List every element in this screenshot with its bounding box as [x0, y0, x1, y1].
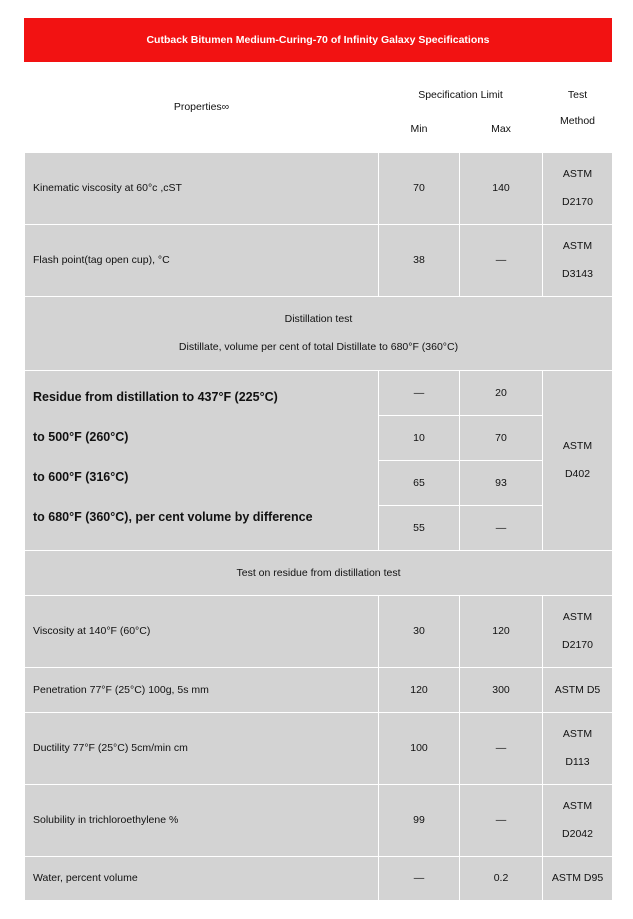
property-cell: Penetration 77°F (25°C) 100g, 5s mm [25, 667, 379, 712]
distillation-heading-cell [25, 296, 613, 370]
min-cell: 120 [379, 667, 460, 712]
table-title: Cutback Bitumen Medium-Curing-70 of Infinity Galaxy Specifications [24, 18, 612, 62]
method-line-2: D2170 [562, 196, 593, 208]
header-max: Max [460, 107, 543, 152]
method-line-1: ASTM [562, 168, 593, 180]
property-cell: Flash point(tag open cup), °C [25, 224, 379, 296]
table-row [25, 712, 613, 784]
property-cell: Solubility in trichloroethylene % [25, 784, 379, 856]
method-cell [543, 224, 613, 296]
max-cell: 300 [460, 667, 543, 712]
method-cell [543, 712, 613, 784]
table-row [25, 856, 613, 900]
table-row [25, 595, 613, 667]
max-cell: — [460, 712, 543, 784]
max-cell: — [460, 784, 543, 856]
min-cell: 100 [379, 712, 460, 784]
max-cell: — [460, 505, 543, 550]
min-cell: 10 [379, 415, 460, 460]
spec-table [24, 62, 613, 901]
table-row [25, 784, 613, 856]
method-line-1: ASTM [562, 728, 593, 740]
method-cell [543, 370, 613, 550]
max-cell: 93 [460, 460, 543, 505]
method-cell: ASTM D5 [543, 667, 613, 712]
property-cell: Residue from distillation to 437°F (225°C) [33, 390, 278, 404]
method-line-2: D2042 [562, 828, 593, 840]
property-cell: Viscosity at 140°F (60°C) [25, 595, 379, 667]
method-cell [543, 595, 613, 667]
method-line-1: ASTM [562, 611, 593, 623]
table-row [25, 224, 613, 296]
min-cell: 65 [379, 460, 460, 505]
header-spec-limit: Specification Limit [379, 62, 543, 107]
property-cell: Ductility 77°F (25°C) 5cm/min cm [25, 712, 379, 784]
spec-table-container [24, 18, 612, 901]
property-cell: to 600°F (316°C) [33, 470, 129, 484]
distillation-subheading: Distillate, volume per cent of total Distillate to 680°F (360°C) [178, 341, 459, 353]
min-cell: — [379, 370, 460, 415]
method-line-2: D402 [564, 468, 591, 480]
header-test: Test [543, 62, 613, 107]
max-cell: 70 [460, 415, 543, 460]
method-cell: ASTM D95 [543, 856, 613, 900]
table-row [25, 370, 613, 415]
table-row [25, 152, 613, 224]
method-line-1: ASTM [562, 240, 593, 252]
residue-heading: Test on residue from distillation test [25, 550, 613, 595]
min-cell: 30 [379, 595, 460, 667]
max-cell: — [460, 224, 543, 296]
method-line-1: ASTM [562, 800, 593, 812]
distillation-heading: Distillation test [284, 313, 353, 325]
header-method: Method [543, 107, 613, 152]
min-cell: 99 [379, 784, 460, 856]
property-cell: Water, percent volume [25, 856, 379, 900]
max-cell: 140 [460, 152, 543, 224]
max-cell: 0.2 [460, 856, 543, 900]
property-cell: Kinematic viscosity at 60°c ,cST [25, 152, 379, 224]
property-cell: to 500°F (260°C) [33, 430, 129, 444]
distillation-property-stack [25, 370, 379, 550]
method-cell [543, 784, 613, 856]
min-cell: 55 [379, 505, 460, 550]
min-cell: — [379, 856, 460, 900]
min-cell: 38 [379, 224, 460, 296]
section-row-distillation [25, 296, 613, 370]
min-cell: 70 [379, 152, 460, 224]
header-properties: Properties∞ [25, 62, 379, 152]
property-cell: to 680°F (360°C), per cent volume by difference [33, 510, 313, 524]
method-cell [543, 152, 613, 224]
method-line-2: D113 [565, 756, 590, 768]
max-cell: 20 [460, 370, 543, 415]
section-row-residue [25, 550, 613, 595]
method-line-1: ASTM [562, 440, 593, 452]
max-cell: 120 [460, 595, 543, 667]
table-row [25, 667, 613, 712]
method-line-2: D3143 [562, 268, 593, 280]
header-min: Min [379, 107, 460, 152]
method-line-2: D2170 [562, 639, 593, 651]
